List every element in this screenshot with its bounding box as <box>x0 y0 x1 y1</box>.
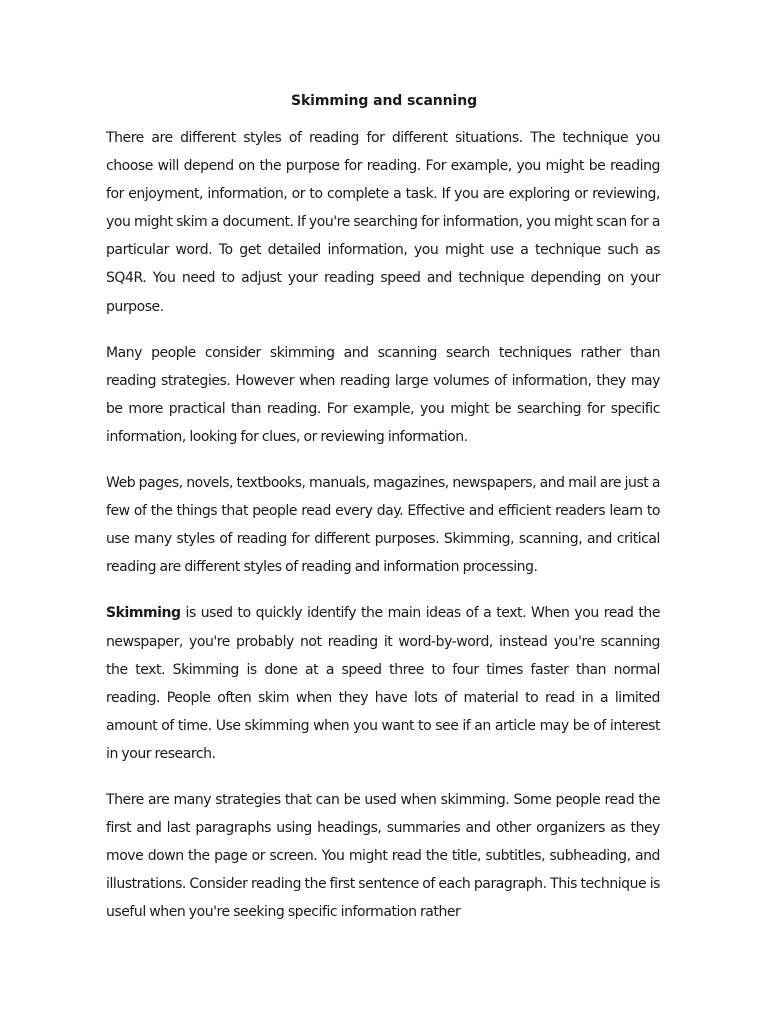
paragraph-reading-styles <box>106 469 660 581</box>
paragraph-text: Many people consider skimming and scanning search techniques rather than reading strategies. However when reading large volumes of information, they may be more practical than reading. For example, you might be searching for specific information, looking for clues, or reviewing information. <box>106 344 660 445</box>
paragraph-text: There are many strategies that can be used when skimming. Some people read the first and last paragraphs using headings, summaries and other organizers as they move down the page or screen. You might read the title, subtitles, subheading, and illustrations. Consider reading the first sentence of each paragraph. This technique is useful when you're seeking specific information rather <box>106 791 660 921</box>
paragraph-text: There are different styles of reading for different situations. The technique you choose will depend on the purpose for reading. For example, you might be reading for enjoyment, information, or to complete a task. If you are exploring or reviewing, you might skim a document. If you're searching for information, you might scan for a particular word. To get detailed information, you might use a technique such as SQ4R. You need to adjust your reading speed and technique depending on your purpose. <box>106 130 660 315</box>
paragraph-lead-term: Skimming <box>106 605 181 622</box>
paragraph-skimming-strategies <box>106 786 660 926</box>
document-title: Skimming and scanning <box>290 93 478 109</box>
paragraph-text: is used to quickly identify the main ideas of a text. When you read the newspaper, you're probably not reading it word-by-word, instead you're scanning the text. Skimming is done at a speed three to four times faster than normal reading. People often skim when they have lots of material to read in a limited amount of time. Use skimming when you want to see if an article may be of interest in your research. <box>106 605 660 762</box>
paragraph-intro <box>106 124 660 321</box>
paragraph-text: Web pages, novels, textbooks, manuals, magazines, newspapers, and mail are just a few of the things that people read every day. Effective and efficient readers learn to use many styles of reading for different purposes. Skimming, scanning, and critical reading are different styles of reading and information processing. <box>106 475 660 576</box>
paragraph-skimming <box>106 599 660 768</box>
document-body <box>106 124 660 944</box>
paragraph-search-techniques <box>106 339 660 451</box>
